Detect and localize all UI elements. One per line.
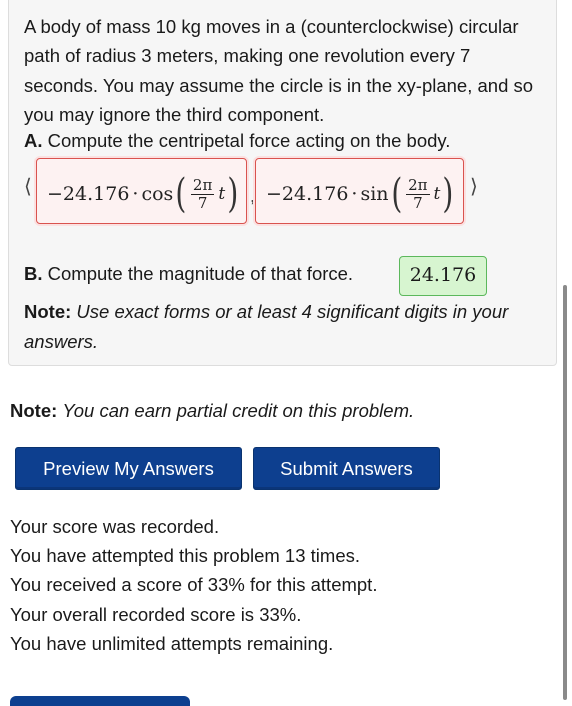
x-fraction-numerator: 2π: [192, 175, 213, 194]
part-b-text: Compute the magnitude of that force.: [47, 263, 354, 284]
part-a-text: Compute the centripetal force acting on the body.: [47, 130, 451, 151]
y-fraction: [406, 177, 429, 212]
y-function: sin: [360, 183, 389, 205]
answer-magnitude-input[interactable]: 24.176: [399, 256, 487, 296]
part-a-prompt: [24, 130, 450, 152]
next-button-partial[interactable]: [10, 696, 190, 706]
result-line: You have attempted this problem 13 times.: [10, 545, 360, 567]
left-angle-bracket: ⟨: [24, 174, 32, 198]
result-line: Your score was recorded.: [10, 516, 220, 537]
y-open-paren: (: [390, 171, 402, 217]
x-coefficient: −24.176: [47, 183, 130, 205]
x-open-paren: (: [175, 171, 187, 217]
partial-credit-note: [10, 400, 414, 422]
answer-x-component-input[interactable]: [36, 158, 247, 224]
x-fraction: [191, 177, 214, 212]
result-line: You received a score of 33% for this attempt.: [10, 574, 378, 596]
y-fraction-numerator: 2π: [408, 175, 428, 194]
y-dot: ·: [351, 183, 358, 205]
x-function: cos: [141, 183, 174, 205]
submit-answers-button[interactable]: Submit Answers: [253, 447, 440, 490]
part-b-row: [24, 256, 544, 296]
partial-credit-text: You can earn partial credit on this problem.: [62, 400, 415, 421]
problem-statement: A body of mass 10 kg moves in a (counterclockwise) circular path of radius 3 meters, making one revolution every 7 seconds. You may assume the circle is in the xy-plane, and so you may ignore the third component.: [24, 16, 534, 125]
score-results: [10, 512, 377, 658]
x-dot: ·: [132, 183, 139, 205]
answer-y-component-input[interactable]: [255, 158, 464, 224]
vector-separator: ,: [250, 186, 256, 206]
part-a-label: A.: [24, 130, 43, 151]
vector-answer-row: [24, 152, 544, 227]
scrollbar[interactable]: [563, 285, 567, 700]
x-variable: t: [218, 184, 226, 204]
right-angle-bracket: ⟩: [470, 174, 478, 198]
y-fraction-denominator: 7: [413, 193, 423, 212]
x-fraction-denominator: 7: [197, 193, 208, 212]
partial-credit-label: Note:: [10, 400, 58, 421]
y-variable: t: [433, 184, 441, 204]
part-b-label: B.: [24, 263, 43, 284]
y-coefficient: −24.176: [266, 183, 349, 205]
result-line: Your overall recorded score is 33%.: [10, 603, 302, 625]
preview-answers-button[interactable]: Preview My Answers: [15, 447, 242, 490]
part-b-prompt: [24, 263, 353, 285]
format-note-text: Use exact forms or at least 4 significant digits in your answers.: [24, 301, 509, 352]
format-note: [24, 297, 544, 356]
x-close-paren: ): [227, 171, 239, 217]
format-note-label: Note:: [24, 301, 72, 322]
y-close-paren: ): [442, 171, 454, 217]
result-line: You have unlimited attempts remaining.: [10, 632, 334, 654]
